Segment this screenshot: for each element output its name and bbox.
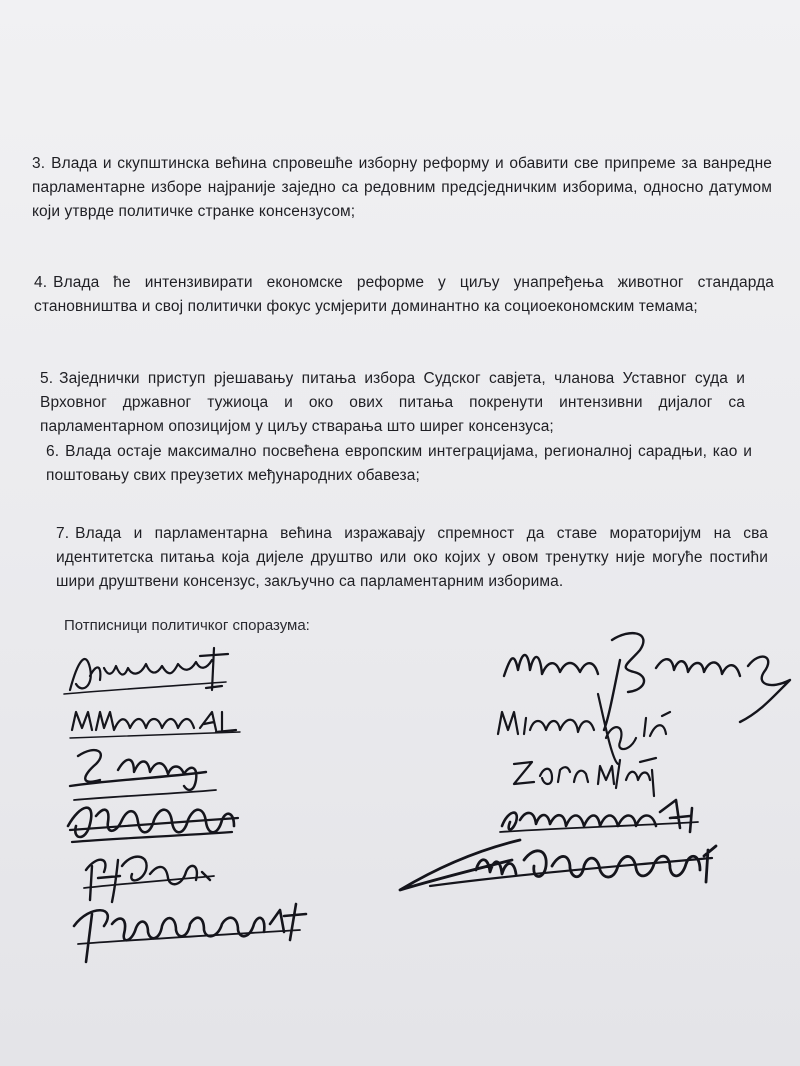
signature-3 [70,750,216,800]
signature-9 [514,758,656,796]
signature-6 [74,904,306,962]
item-text: Влада ће интензивирати економске реформе у циљу унапређења животног стандарда становништва и свој политички фокус усмјерити доминантно ка социоекономским темама; [34,274,774,315]
signature-10 [500,800,698,832]
item-number: 4. [34,274,48,291]
item-number: 3. [32,155,46,172]
signature-4 [68,808,238,842]
signature-5 [84,857,214,902]
signature-2 [70,712,240,738]
signatories-caption: Потписници политичког споразума: [64,617,310,634]
item-text: Влада остаје максимално посвећена европским интеграцијама, регионалној сарадњи, као и поштовању свих преузетих међународних обавеза; [46,443,752,484]
item-text: Влада и скупштинска већина спровешће изборну реформу и обавити све припреме за ванредне парламентарне изборе најраније заједно са редовним предсједничким изборима, односно датумом који утврде политичке странке консензусом; [32,155,772,220]
signature-7 [504,633,790,730]
item-text: Влада и парламентарна већина изражавају спремност да ставе мораторијум на сва идентитетска питања која дијеле друштво или око којих у овом тренутку није могуће постићи шири друштвени консензус, закључно са парламентарним изборима. [56,525,768,590]
signature-1 [64,648,228,694]
signature-8 [498,694,670,764]
item-text: Заједнички приступ рјешавању питања избора Судског савјета, чланова Уставног суда и Врховног државног тужиоца и око ових питања покренути интензивни дијалог са парламентарном опозицијом у циљу стварања што ширег консензуса; [40,370,745,435]
item-number: 7. [56,525,70,542]
signature-11 [400,840,716,890]
item-number: 5. [40,370,54,387]
item-number: 6. [46,443,60,460]
